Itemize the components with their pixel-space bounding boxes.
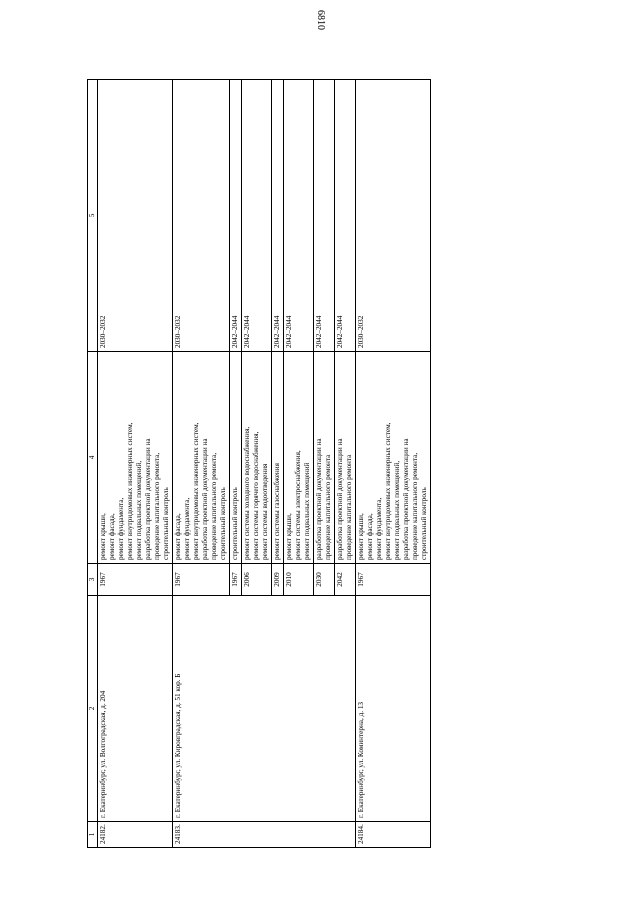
work-item: ремонт внутридомовых инженерных систем, [384,422,392,560]
period-cell: 2042–2044 [284,80,314,352]
work-item: разработка проектной документации на [315,438,323,560]
works-cell [284,352,314,564]
period-cell: 2042–2044 [272,80,284,352]
header-row [88,80,98,848]
year-cell: 2010 [284,564,314,596]
header-col-1: 1 [88,822,98,848]
work-item: ремонт подвальных помещений, [393,460,401,560]
period-cell: 2042–2044 [242,80,272,352]
work-item: ремонт фундамента, [375,497,383,560]
rotated-table-container [87,80,519,848]
table-row [98,80,173,848]
work-item: проведение капитального ремонта [345,454,353,560]
table-row [356,80,431,848]
work-item: ремонт крыши, [285,513,293,560]
work-item: проведение капитального ремонта, [411,452,419,560]
header-col-3: 3 [88,564,98,596]
work-item: разработка проектной документации на [201,438,209,560]
work-item: разработка проектной документации на [402,438,410,560]
work-item: разработка проектной документации на [336,438,344,560]
work-item: проведение капитального ремонта, [210,452,218,560]
work-item: строительный контроль [219,487,227,560]
year-cell: 1967 [173,564,230,596]
work-item: ремонт подвальных помещений, [135,460,143,560]
address-cell: г. Екатеринбург, ул. Волгоградская, д. 204 [98,596,173,822]
works-cell [272,352,284,564]
work-item: ремонт фасада, [366,513,374,560]
year-cell: 2009 [272,564,284,596]
works-cell [335,352,356,564]
work-item: ремонт подвальных помещений [303,462,311,560]
header-col-4: 4 [88,352,98,564]
work-item: строительный контроль [162,487,170,560]
work-item: ремонт крыши, [357,513,365,560]
works-cell [173,352,230,564]
header-col-5: 5 [88,80,98,352]
work-item: строительный контроль [420,487,428,560]
year-cell: 1967 [356,564,431,596]
table-row [173,80,230,848]
repair-schedule-table [87,79,431,848]
works-cell [314,352,335,564]
work-item: разработка проектной документации на [144,438,152,560]
work-item: ремонт системы водоотведения [261,463,269,560]
work-item: ремонт внутридомовых инженерных систем, [192,422,200,560]
year-cell: 2042 [335,564,356,596]
header-col-2: 2 [88,596,98,822]
row-number: 24182. [98,822,173,848]
work-item: проведение капитального ремонта, [153,452,161,560]
work-item: ремонт системы холодного водоснабжения, [243,426,251,560]
period-cell: 2042–2044 [314,80,335,352]
period-cell: 2030–2032 [98,80,173,352]
table-body [98,80,431,848]
work-item: ремонт фасада, [108,513,116,560]
period-cell: 2042–2044 [230,80,242,352]
address-cell: г. Екатеринбург, ул. Кировградская, д. 51 кор. Б [173,596,356,822]
work-item: ремонт системы электроснабжения, [294,450,302,560]
year-cell: 2030 [314,564,335,596]
work-item: ремонт фасада, [174,513,182,560]
period-cell: 2042–2044 [335,80,356,352]
works-cell [242,352,272,564]
work-item: ремонт фундамента, [183,497,191,560]
works-cell [98,352,173,564]
year-cell: 1967 [230,564,242,596]
year-cell: 1967 [98,564,173,596]
work-item: строительный контроль [231,487,239,560]
works-cell [356,352,431,564]
work-item: ремонт внутридомовых инженерных систем, [126,422,134,560]
work-item: проведение капитального ремонта [324,454,332,560]
works-cell [230,352,242,564]
period-cell: 2030–2032 [173,80,230,352]
row-number: 24183. [173,822,356,848]
address-cell: г. Екатеринбург, ул. Коминтерна, д. 13 [356,596,431,822]
work-item: ремонт системы горячего водоснабжения, [252,431,260,560]
row-number: 24184. [356,822,431,848]
page-number: 6810 [315,10,326,30]
work-item: ремонт системы газоснабжения [273,463,281,560]
work-item: ремонт крыши, [99,513,107,560]
work-item: ремонт фундамента, [117,497,125,560]
table-sheet [87,80,519,848]
year-cell: 2006 [242,564,272,596]
period-cell: 2030–2032 [356,80,431,352]
